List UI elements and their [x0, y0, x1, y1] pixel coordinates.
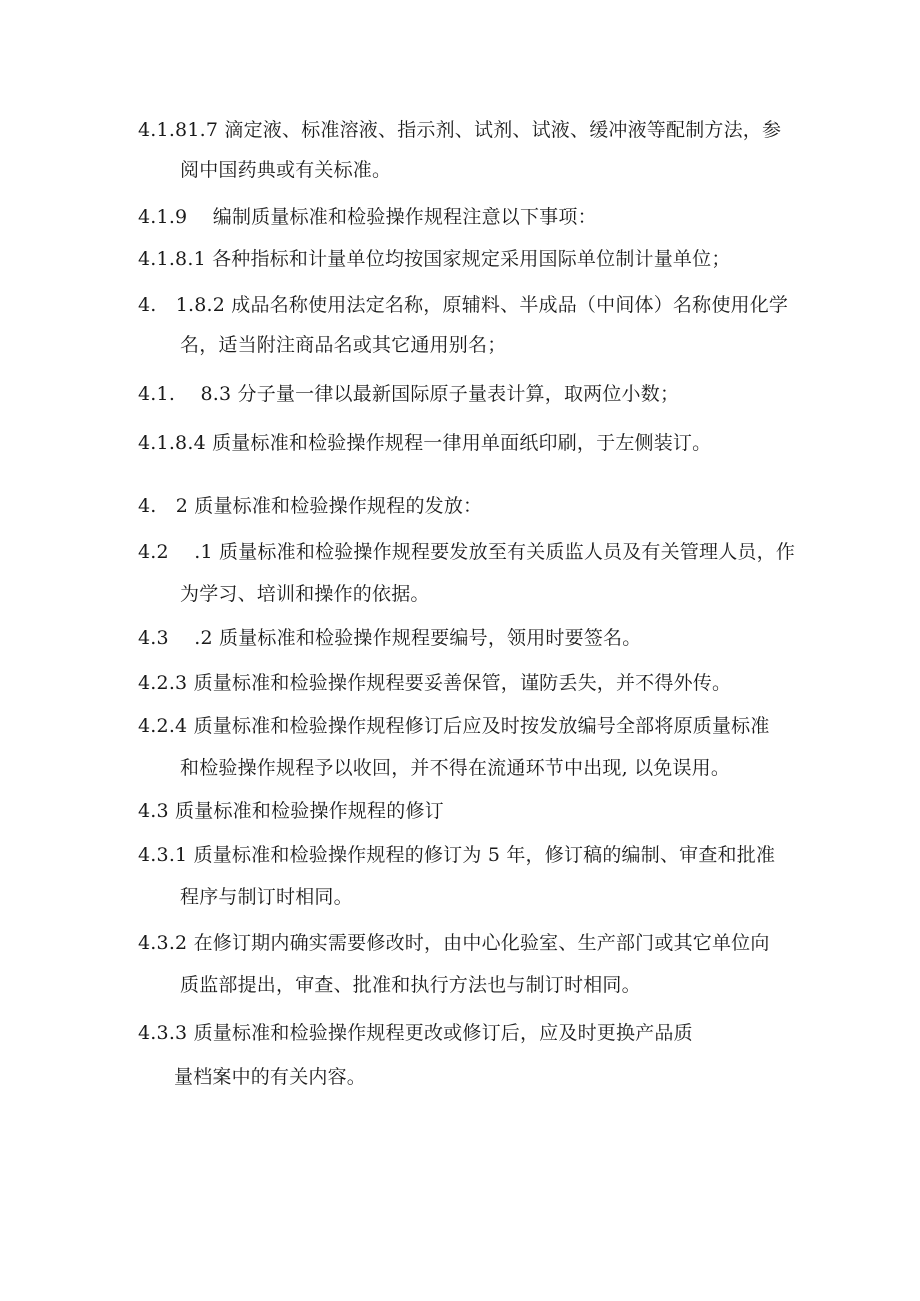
text-line-4-1-8-2: 4. 1.8.2 成品名称使用法定名称，原辅料、半成品（中间体）名称使用化学 [138, 294, 789, 316]
text-line-4-3-2: 4.3 .2 质量标准和检验操作规程要编号，领用时要签名。 [138, 627, 642, 649]
text-line-continuation: 量档案中的有关内容。 [174, 1066, 367, 1088]
text-line-4-2-3: 4.2.3 质量标准和检验操作规程要妥善保管，谨防丢失，并不得外传。 [138, 672, 732, 694]
text-line-continuation: 为学习、培训和操作的依据。 [180, 583, 430, 605]
text-line-4-1-8-1: 4.1.8.1 各种指标和计量单位均按国家规定采用国际单位制计量单位； [138, 248, 731, 270]
text-line-4-2-1: 4.2 .1 质量标准和检验操作规程要发放至有关质监人员及有关管理人员，作 [138, 541, 796, 563]
text-line-4-1-9: 4.1.9 编制质量标准和检验操作规程注意以下事项： [138, 206, 597, 228]
text-line-4-3-1: 4.3.1 质量标准和检验操作规程的修订为 5 年，修订稿的编制、审查和批准 [138, 844, 776, 866]
text-line-4-3-2: 4.3.2 在修订期内确实需要修改时，由中心化验室、生产部门或其它单位向 [138, 932, 770, 954]
text-line-4-1-8-3: 4.1. 8.3 分子量一律以最新国际原子量表计算，取两位小数； [138, 383, 680, 405]
text-line-continuation: 程序与制订时相同。 [180, 886, 353, 908]
section-heading-4-2: 4. 2 质量标准和检验操作规程的发放： [138, 495, 483, 517]
text-line-continuation: 名，适当附注商品名或其它通用别名； [180, 334, 507, 356]
text-line-continuation: 质监部提出，审查、批准和执行方法也与制订时相同。 [180, 974, 641, 996]
text-line-4-2-4: 4.2.4 质量标准和检验操作规程修订后应及时按发放编号全部将原质量标准 [138, 715, 770, 737]
section-heading-4-3: 4.3 质量标准和检验操作规程的修订 [138, 800, 444, 822]
text-line-4-1-8-4: 4.1.8.4 质量标准和检验操作规程一律用单面纸印刷，于左侧装订。 [138, 432, 712, 454]
text-line-4-1-8-1-7: 4.1.81.7 滴定液、标准溶液、指示剂、试剂、试液、缓冲液等配制方法，参 [138, 119, 782, 141]
text-line-continuation: 和检验操作规程予以收回，并不得在流通环节中出现, 以免误用。 [180, 757, 731, 779]
text-line-4-3-3: 4.3.3 质量标准和检验操作规程更改或修订后，应及时更换产品质 [138, 1022, 693, 1044]
text-line-continuation: 阅中国药典或有关标准。 [180, 159, 392, 181]
